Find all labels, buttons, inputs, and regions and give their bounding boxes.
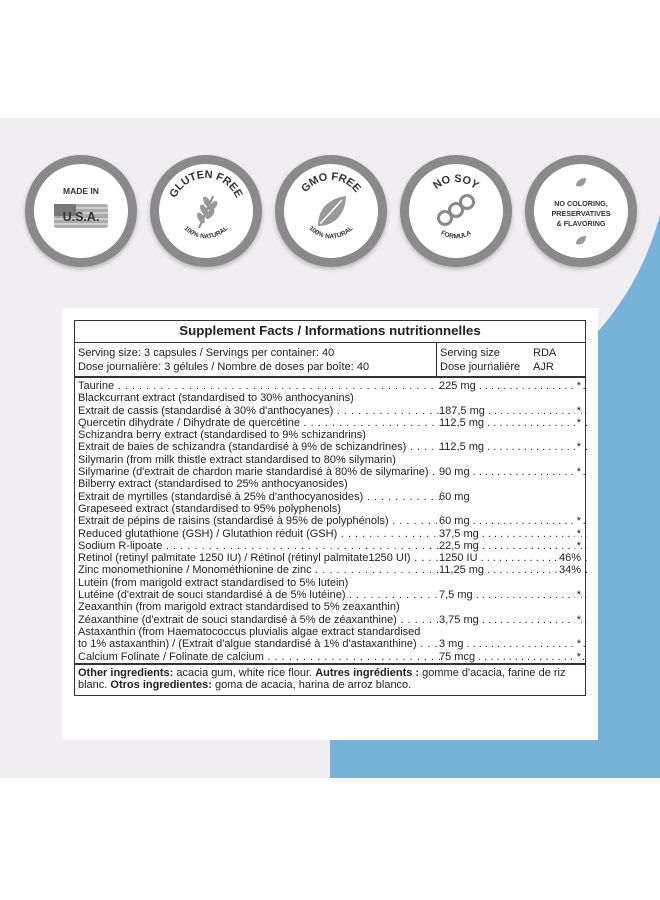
ingredient-name: Quercetin dihydrate / Dihydrate de quercétine . . . — [78, 417, 440, 429]
serving-line-fr: Dose journalière: 3 gélules / Nombre de doses par boîte: 40 — [78, 361, 370, 373]
table-row — [75, 454, 585, 466]
ingredient-rda: * — [576, 515, 581, 528]
other-ingredients — [75, 663, 585, 695]
ingredient-amount: 187,5 mg . . . — [439, 405, 587, 417]
table-row — [75, 478, 585, 490]
ingredient-name: Retinol (retinyl palmitate 1250 IU) / Rétinol (rétinyl palmitate1250 UI) . . . — [78, 552, 440, 564]
ingredient-amount: 90 mg . . . — [439, 466, 587, 478]
ingredient-amount: 112,5 mg . . . — [439, 441, 587, 453]
svg-text:PRESERVATIVES: PRESERVATIVES — [551, 209, 611, 218]
ingredient-name: Silymarine (d'extrait de chardon marie standardisé à 80% de silymarine) . . . — [78, 466, 440, 478]
ingredient-name: Calcium Folinate / Folinate de calcium . . . — [78, 651, 440, 663]
table-row — [75, 441, 585, 453]
usa-map-icon — [34, 164, 128, 258]
table-row — [75, 491, 585, 503]
ingredient-name: Grapeseed extract (standardised to 95% polyphenols) — [78, 502, 341, 515]
svg-text:& FLAVORING: & FLAVORING — [556, 219, 606, 228]
ingredient-amount: 112,5 mg . . . — [439, 417, 587, 429]
ingredient-name: Astaxanthin (from Haematococcus pluvialis algae extract standardised — [78, 625, 421, 638]
leaves-icon — [534, 164, 628, 258]
svg-text:100% NATURAL: 100% NATURAL — [307, 225, 355, 241]
ingredient-rda: * — [576, 650, 581, 663]
facts-title: Supplement Facts / Informations nutritionnelles — [75, 321, 585, 343]
ingredient-amount: 11,25 mg . . . — [439, 564, 587, 576]
ingredient-amount: 3 mg . . . — [439, 638, 587, 650]
supplement-facts-panel — [62, 308, 598, 740]
ingredient-name: Extrait de pépins de raisins (standardisé à 95% de polyphénols) . . . — [78, 515, 440, 527]
rda-header — [533, 346, 556, 374]
table-row — [75, 564, 585, 576]
rda-header-fr: AJR — [533, 361, 554, 373]
table-row — [75, 392, 585, 404]
ingredient-rda: * — [576, 441, 581, 454]
ingredient-rda: * — [576, 589, 581, 602]
ingredient-name: Bilberry extract (standardised to 25% anthocyanosides) — [78, 478, 348, 491]
badge-made-in-usa — [25, 155, 137, 267]
ingredient-amount: 1250 IU . . . — [439, 552, 587, 564]
svg-text:GMO FREE: GMO FREE — [299, 170, 364, 195]
soybeans-icon — [409, 164, 503, 258]
ingredient-rda: * — [576, 527, 581, 540]
ingredient-rda: * — [576, 466, 581, 479]
badge-ring — [409, 164, 503, 258]
ingredient-name: Lutein (from marigold extract standardised to 5% lutein) — [78, 576, 349, 589]
badge-ring — [284, 164, 378, 258]
table-row — [75, 540, 585, 552]
serving-size-header-en: Serving size — [440, 347, 500, 359]
ingredient-rda: * — [576, 539, 581, 552]
ingredient-name: Extrait de baies de schizandra (standardisé à 9% de schizandrines) . . . — [78, 441, 440, 453]
table-row — [75, 380, 585, 392]
svg-text:NO COLORING,: NO COLORING, — [554, 199, 608, 208]
ingredient-name: Extrait de cassis (standardisé à 30% d'anthocyanes) . . . — [78, 405, 440, 417]
ingredient-name: Sodium R-lipoate . . . — [78, 540, 440, 552]
ingredient-amount: 60 mg — [439, 490, 470, 503]
table-row — [75, 601, 585, 613]
supplement-facts-table — [74, 320, 586, 696]
serving-info — [75, 343, 585, 378]
table-row — [75, 405, 585, 417]
other-text-es: goma de acacia, harina de arroz blanco. — [211, 679, 412, 692]
wheat-icon — [159, 164, 253, 258]
serving-size-header-fr: Dose journalière — [440, 361, 521, 373]
svg-text:FORMULA: FORMULA — [439, 229, 473, 241]
svg-text:GLUTEN FREE: GLUTEN FREE — [167, 168, 245, 200]
ingredient-name: Taurine . . . — [78, 380, 440, 392]
serving-line-en: Serving size: 3 capsules / Servings per container: 40 — [78, 347, 335, 359]
other-text-fr: gomme d'acacia, farine de riz blanc. — [78, 666, 566, 692]
badge-gluten-free — [150, 155, 262, 267]
ingredient-amount: 75 mcg . . . — [439, 651, 587, 663]
ingredient-rda: * — [576, 404, 581, 417]
other-label-en: Other ingredients: — [78, 666, 174, 679]
badge-no-soy — [400, 155, 512, 267]
table-row — [75, 626, 585, 638]
table-row — [75, 577, 585, 589]
ingredient-name: Reduced glutathione (GSH) / Glutathion réduit (GSH) . . . — [78, 528, 440, 540]
badge-ring — [34, 164, 128, 258]
ingredient-amount: 3,75 mg . . . — [439, 614, 587, 626]
ingredient-amount: 22,5 mg . . . — [439, 540, 587, 552]
ingredient-name: Lutéine (d'extrait de souci standardisé à de 5% lutéine) . . . — [78, 589, 440, 601]
ingredient-amount: 60 mg . . . — [439, 515, 587, 527]
table-row — [75, 503, 585, 515]
badge-row — [0, 155, 660, 275]
ingredient-rda: * — [576, 416, 581, 429]
serving-size-header — [440, 346, 520, 374]
ingredient-name: Schizandra berry extract (standardised to 9% schizandrins) — [78, 429, 366, 442]
leaf-icon — [284, 164, 378, 258]
table-row — [75, 614, 585, 626]
other-label-fr: Autres ingrédients : — [315, 666, 420, 679]
serving-text — [78, 346, 369, 374]
table-row — [75, 528, 585, 540]
badge-ring — [159, 164, 253, 258]
ingredient-name: Silymarin (from milk thistle extract standardised to 80% silymarin) — [78, 453, 396, 466]
svg-text:NO SOY: NO SOY — [431, 172, 481, 192]
rda-header-en: RDA — [533, 347, 557, 359]
ingredient-name: Zinc monomethionine / Monométhionine de zinc . . . — [78, 564, 440, 576]
ingredient-rows — [75, 378, 585, 663]
column-divider — [436, 343, 437, 376]
badge-no-coloring — [525, 155, 637, 267]
table-row — [75, 466, 585, 478]
ingredient-amount: 7,5 mg . . . — [439, 589, 587, 601]
ingredient-rda: * — [576, 380, 581, 392]
ingredient-amount: 37,5 mg . . . — [439, 528, 587, 540]
table-row — [75, 429, 585, 441]
badge-gmo-free — [275, 155, 387, 267]
table-row — [75, 552, 585, 564]
ingredient-amount: 225 mg . . . — [439, 380, 587, 392]
badge-ring — [534, 164, 628, 258]
svg-text:MADE IN: MADE IN — [63, 186, 99, 196]
other-label-es: Otros ingredientes: — [110, 679, 212, 692]
ingredient-rda: 46% — [558, 552, 581, 565]
ingredient-name: Zeaxanthin (from marigold extract standardised to 5% zeaxanthin) — [78, 601, 400, 614]
table-row — [75, 589, 585, 601]
table-row — [75, 417, 585, 429]
ingredient-rda: 34% — [558, 564, 581, 577]
ingredient-name: Extrait de myrtilles (standardisé à 25% d'anthocyanosides) . . . — [78, 491, 440, 503]
svg-text:U.S.A.: U.S.A. — [62, 210, 100, 224]
svg-text:100% NATURAL: 100% NATURAL — [182, 225, 230, 241]
ingredient-name: Blackcurrant extract (standardised to 30% anthocyanins) — [78, 392, 354, 405]
other-text-en: acacia gum, white rice flour. — [173, 666, 316, 679]
table-row — [75, 638, 585, 650]
ingredient-rda: * — [576, 638, 581, 651]
table-row — [75, 651, 585, 663]
table-row — [75, 515, 585, 527]
ingredient-name: to 1% astaxanthin) / (Extrait d'algue standardisé à 1% d'astaxanthine) . . . — [78, 638, 440, 650]
ingredient-name: Zéaxanthine (d'extrait de souci standardisé à 5% de zéaxanthine) . . . — [78, 614, 440, 626]
ingredient-rda: * — [576, 613, 581, 626]
